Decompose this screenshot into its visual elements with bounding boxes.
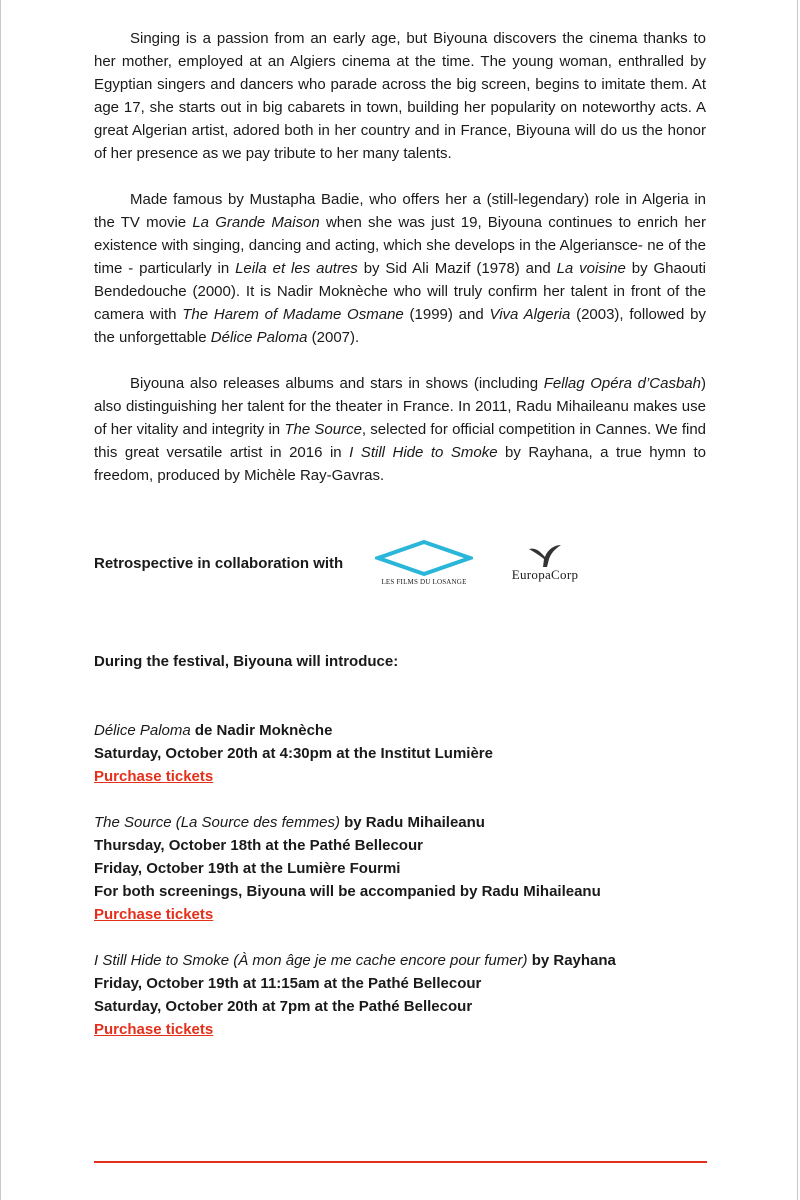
event-director: by Radu Mihaileanu xyxy=(339,814,485,831)
event-item xyxy=(94,949,706,1041)
text-run: by Sid Ali Mazif (1978) and xyxy=(357,260,557,277)
event-film-title: The Source (La Source des femmes) xyxy=(94,814,340,831)
collaboration-label: Retrospective in collaboration with xyxy=(94,554,344,572)
film-title: The Source xyxy=(284,421,362,438)
films-du-losange-logo xyxy=(374,540,474,586)
text-run: (2007). xyxy=(307,329,360,346)
event-title-line xyxy=(94,811,706,834)
event-screening: Friday, October 19th at the Lumière Fourmi xyxy=(94,860,401,877)
event-note: For both screenings, Biyouna will be accompanied by Radu Mihaileanu xyxy=(94,883,601,900)
event-director: de Nadir Moknèche xyxy=(190,722,333,739)
losange-logo-text: LES FILMS DU LOSANGE xyxy=(381,578,467,586)
collaboration-row xyxy=(94,533,706,593)
film-title: The Harem of Madame Osmane xyxy=(182,306,404,323)
losange-diamond-icon xyxy=(375,540,473,576)
bird-icon xyxy=(525,543,565,569)
film-title: Viva Algeria xyxy=(489,306,571,323)
event-director: by Rayhana xyxy=(527,952,616,969)
paragraph-2 xyxy=(94,188,706,349)
event-title-line xyxy=(94,949,706,972)
paragraph-1: Singing is a passion from an early age, but Biyouna discovers the cinema thanks to her mother, employed at an Algiers cinema at the time. The young woman, enthralled by Egyptian singers and dancers who parade across the big screen, begins to imitate them. At age 17, she starts out in big cabarets in town, building her popularity on noteworthy acts. A great Algerian artist, adored both in her country and in France, Biyouna will do us the honor of her presence as we pay tribute to her many talents. xyxy=(94,30,706,162)
event-film-title: Délice Paloma xyxy=(94,722,191,739)
text-run: (2003), followed by the unforgettable xyxy=(94,306,707,346)
text-run: (1999) and xyxy=(403,306,490,323)
film-title: La voisine xyxy=(556,260,626,277)
text-run: by Rayhana, a true hymn to freedom, produced by Michèle Ray-Gavras. xyxy=(94,444,706,484)
text-run: Made famous by Mustapha Badie, who offers her a (still-legendary) role in Algeria in the TV movie xyxy=(94,191,706,231)
text-run: by Ghaouti Bendedouche (2000). It is Nadir Moknèche who will truly confirm her talent in front of the camera with xyxy=(94,260,707,323)
event-screening: Friday, October 19th at 11:15am at the Pathé Bellecour xyxy=(94,975,482,992)
events-intro: During the festival, Biyouna will introduce: xyxy=(94,653,399,670)
event-item xyxy=(94,811,706,926)
text-run: , selected for official competition in Cannes. We find this great versatile artist in 2016 in xyxy=(94,421,707,461)
paragraph-3 xyxy=(94,372,706,487)
events-list xyxy=(94,719,706,1041)
europacorp-logo-text: EuropaCorp xyxy=(511,567,579,582)
europacorp-logo xyxy=(500,543,590,583)
text-run: when she was just 19, Biyouna continues to enrich her existence with singing, dancing and acting, which she develops in the Algeriansce- ne of the time - particularly in xyxy=(94,214,707,277)
purchase-tickets-link[interactable]: Purchase tickets xyxy=(94,906,214,923)
event-item xyxy=(94,719,706,788)
footer-divider xyxy=(94,1161,707,1163)
show-title: Fellag Opéra d’Casbah xyxy=(543,375,701,392)
text-run: ) also distinguishing her talent for the theater in France. In 2011, Radu Mihaileanu makes use of her vitality and integrity in xyxy=(94,375,706,438)
event-screening: Thursday, October 18th at the Pathé Bellecour xyxy=(94,837,423,854)
event-screening: Saturday, October 20th at 7pm at the Pathé Bellecour xyxy=(94,998,473,1015)
purchase-tickets-link[interactable]: Purchase tickets xyxy=(94,768,214,785)
film-title: I Still Hide to Smoke xyxy=(349,444,498,461)
film-title: Leila et les autres xyxy=(235,260,358,277)
event-film-title: I Still Hide to Smoke (À mon âge je me cache encore pour fumer) xyxy=(94,952,528,969)
purchase-tickets-link[interactable]: Purchase tickets xyxy=(94,1021,214,1038)
event-title-line xyxy=(94,719,706,742)
text-run: Biyouna also releases albums and stars in shows (including xyxy=(130,375,544,392)
film-title: La Grande Maison xyxy=(192,214,320,231)
article-content xyxy=(94,27,706,1064)
film-title: Délice Paloma xyxy=(210,329,308,346)
event-screening: Saturday, October 20th at 4:30pm at the Institut Lumière xyxy=(94,745,493,762)
